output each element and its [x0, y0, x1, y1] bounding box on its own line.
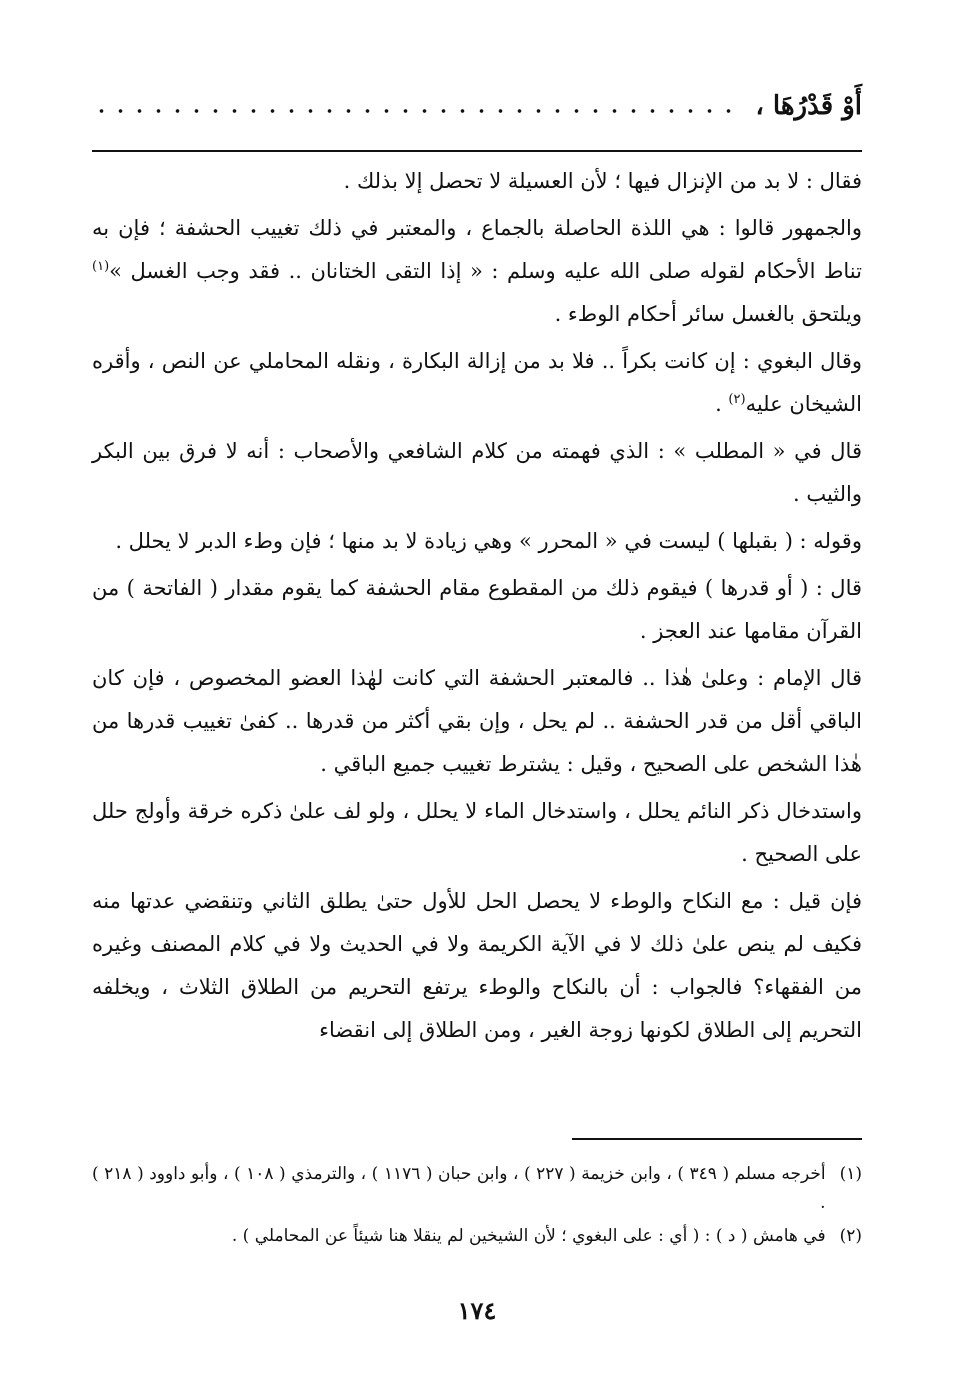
- paragraph-text: وقال البغوي : إن كانت بكراً .. فلا بد من إزالة البكارة ، ونقله المحاملي عن النص ، وأقره الشيخان عليه: [92, 349, 862, 416]
- paragraph-text: والجمهور قالوا : هي اللذة الحاصلة بالجماع ، والمعتبر في ذلك تغييب الحشفة ؛ فإن به تناط الأحكام لقوله صلى الله عليه وسلم : « إذا التقى الختانان .. فقد وجب الغسل »: [92, 216, 862, 283]
- header-title: أَوْ قَدْرُهَا ،: [755, 91, 862, 121]
- footnote-reference: (٢): [728, 392, 746, 407]
- paragraph-tail: .: [715, 392, 729, 416]
- footnote-number: (١): [839, 1164, 862, 1184]
- main-text: [92, 160, 862, 1056]
- paragraph: قال في « المطلب » : الذي فهمته من كلام الشافعي والأصحاب : أنه لا فرق بين البكر والثيب .: [92, 439, 862, 506]
- footnote-number: (٢): [839, 1226, 862, 1246]
- paragraph: فقال : لا بد من الإنزال فيها ؛ لأن العسيلة لا تحصل إلا بذلك .: [343, 169, 862, 193]
- footnote-text: في هامش ( د ) : ( أي : على البغوي ؛ لأن الشيخين لم ينقلا هنا شيئاً عن المحاملي ) .: [231, 1226, 826, 1246]
- paragraph: [92, 340, 862, 426]
- paragraph: قال الإمام : وعلىٰ هٰذا .. فالمعتبر الحشفة التي كانت لهٰذا العضو المخصوص ، فإن كان الباقي أقل من قدر الحشفة .. لم يحل ، وإن بقي أكثر من قدرها .. كفىٰ تغييب قدرها من هٰذا الشخص على الصحيح ، وقيل : يشترط تغييب جميع الباقي .: [92, 666, 862, 776]
- paragraph: واستدخال ذكر النائم يحلل ، واستدخال الماء لا يحلل ، ولو لف علىٰ ذكره خرقة وأولج حلل على الصحيح .: [92, 799, 862, 866]
- footnote: [92, 1222, 862, 1251]
- header-rule: [92, 150, 862, 152]
- page-number: ١٧٤: [457, 1296, 497, 1325]
- dotted-leader: [92, 101, 743, 121]
- footnote-text: أخرجه مسلم ( ٣٤٩ ) ، وابن خزيمة ( ٢٢٧ ) ، وابن حبان ( ١١٧٦ ) ، والترمذي ( ١٠٨ ) ، وأبو داوود ( ٢١٨ ) .: [92, 1164, 826, 1213]
- paragraph: فإن قيل : مع النكاح والوطء لا يحصل الحل للأول حتىٰ يطلق الثاني وتنقضي عدتها منه فكيف لم ينص علىٰ ذلك لا في الآية الكريمة ولا في الحديث ولا في كلام المصنف وغيره من الفقهاء؟ فالجواب : أن بالنكاح والوطء يرتفع التحريم من الطلاق الثلاث ، ويخلفه التحريم إلى الطلاق لكونها زوجة الغير ، ومن الطلاق إلى انقضاء: [92, 889, 862, 1042]
- paragraph: قال : ( أو قدرها ) فيقوم ذلك من المقطوع مقام الحشفة كما يقوم مقدار ( الفاتحة ) من القرآن مقامها عند العجز .: [92, 576, 862, 643]
- footnote-reference: (١): [92, 259, 110, 274]
- footnote-rule: [572, 1138, 862, 1140]
- footnotes: [92, 1160, 862, 1255]
- paragraph-tail: ويلتحق بالغسل سائر أحكام الوطء .: [554, 302, 862, 326]
- paragraph: وقوله : ( بقبلها ) ليست في « المحرر » وهي زيادة لا بد منها ؛ فإن وطء الدبر لا يحلل .: [115, 529, 862, 553]
- paragraph: [92, 207, 862, 336]
- running-header: [92, 86, 862, 126]
- footnote: [92, 1160, 862, 1218]
